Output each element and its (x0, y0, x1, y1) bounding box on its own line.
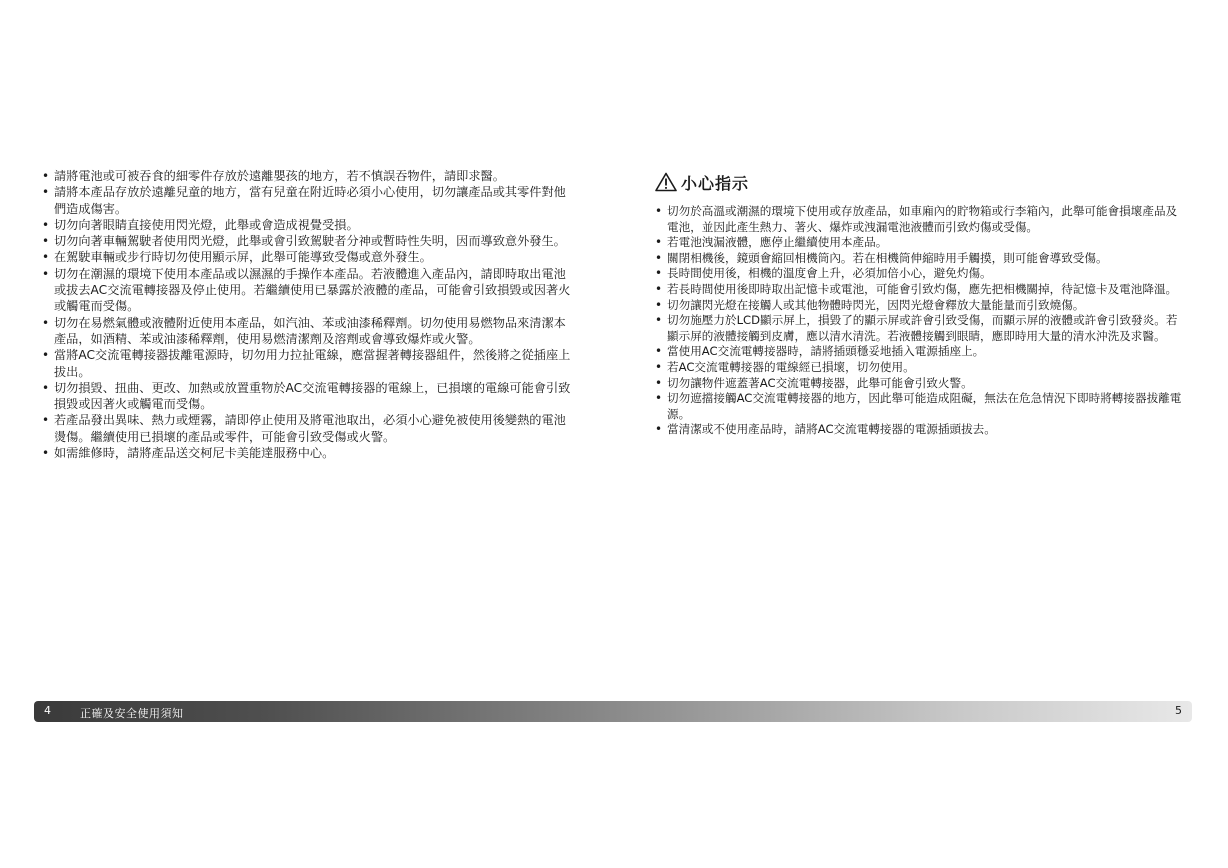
bullet-dot: • (655, 359, 663, 374)
footer-bar (34, 701, 1192, 722)
footer-section-title: 正確及安全使用須知 (80, 707, 184, 720)
list-item (655, 376, 1185, 392)
bullet-dot: • (42, 234, 50, 249)
page-number-left: 4 (44, 704, 51, 717)
list-item-text: 若電池洩漏液體，應停止繼續使用本產品。 (667, 235, 888, 250)
list-item (655, 391, 1185, 422)
list-item (655, 251, 1185, 267)
list-item (42, 233, 577, 249)
list-item-text: 當將AC交流電轉接器拔離電源時，切勿用力拉扯電線，應當握著轉接器組件，然後將之從插座上拔出。 (54, 348, 571, 379)
right-column (655, 168, 1185, 438)
bullet-dot: • (42, 315, 50, 330)
bullet-dot: • (42, 266, 50, 281)
list-item-text: 若產品發出異味、熱力或煙霧，請即停止使用及將電池取出，必須小心避免被使用後變熱的電池燙傷。繼續使用已損壞的產品或零件，可能會引致受傷或火警。 (54, 413, 566, 444)
list-item-text: 當清潔或不使用產品時，請將AC交流電轉接器的電源插頭拔去。 (667, 422, 996, 437)
list-item-text: 請將電池或可被吞食的細零件存放於遠離嬰孩的地方，若不慎誤吞物件，請即求醫。 (54, 169, 505, 183)
list-item (42, 445, 577, 461)
bullet-dot: • (42, 348, 50, 363)
list-item (42, 412, 577, 445)
list-item-text: 請將本產品存放於遠離兒童的地方，當有兒童在附近時必須小心使用，切勿讓產品或其零件對他們造成傷害。 (54, 185, 566, 216)
list-item-text: 切勿損毀、扭曲、更改、加熱或放置重物於AC交流電轉接器的電線上，已損壞的電線可能會引致損毀或因著火或觸電而受傷。 (54, 380, 571, 412)
list-item-text: 切勿讓物件遮蓋著AC交流電轉接器，此舉可能會引致火警。 (667, 375, 973, 390)
list-item (42, 217, 577, 233)
list-item-text: 如需維修時，請將產品送交柯尼卡美能達服務中心。 (54, 446, 335, 461)
list-item (655, 344, 1185, 360)
bullet-dot: • (655, 313, 663, 328)
list-item (42, 249, 577, 265)
list-item (655, 422, 1185, 438)
bullet-dot: • (42, 413, 50, 428)
list-item (655, 204, 1185, 235)
bullet-dot: • (42, 250, 50, 265)
list-item-text: 若長時間使用後即時取出記憶卡或電池，可能會引致灼傷，應先把相機關掉，待記憶卡及電池降溫。 (667, 281, 1178, 296)
bullet-dot: • (655, 250, 663, 265)
list-item (42, 168, 577, 184)
list-item (42, 347, 577, 380)
list-item-text: 切勿向著眼睛直接使用閃光燈，此舉或會造成視覺受損。 (54, 217, 359, 232)
list-item-text: 切勿在潮濕的環境下使用本產品或以濕濕的手操作本產品。若液體進入產品內，請即時取出電池或拔去AC交流電轉接器及停止使用。若繼續使用已暴露於液體的產品，可能會引致損毀或因著火或觸電而受傷。 (54, 266, 571, 314)
list-item-text: 切勿於高溫或潮濕的環境下使用或存放產品，如車廂內的貯物箱或行李箱內，此舉可能會損壞產品及電池，並因此產生熱力、著火、爆炸或洩漏電池液體而引致灼傷或受傷。 (667, 204, 1178, 234)
bullet-dot: • (655, 281, 663, 296)
caution-heading (655, 170, 1185, 194)
list-item (42, 315, 577, 348)
list-item (42, 184, 577, 217)
caution-title: 小心指示 (681, 173, 750, 193)
list-item (42, 380, 577, 413)
list-item-text: 切勿讓閃光燈在接觸人或其他物體時閃光，因閃光燈會釋放大量能量而引致燒傷。 (667, 297, 1085, 312)
bullet-dot: • (655, 235, 663, 250)
list-item-text: 切勿向著車輛駕駛者使用閃光燈，此舉或會引致駕駛者分神或暫時性失明，因而導致意外發生。 (54, 234, 566, 249)
left-column (42, 168, 577, 461)
list-item-text: 切勿遮擋接觸AC交流電轉接器的地方，因此舉可能造成阻礙，無法在危急情況下即時將轉接器拔離電源。 (667, 391, 1182, 421)
list-item (655, 266, 1185, 282)
list-item (655, 282, 1185, 298)
bullet-dot: • (655, 375, 663, 390)
right-bullet-list (655, 204, 1185, 438)
list-item (655, 313, 1185, 344)
bullet-dot: • (42, 446, 50, 461)
list-item (655, 360, 1185, 376)
warning-triangle-icon (655, 172, 681, 192)
left-bullet-list (42, 168, 577, 461)
list-item (42, 266, 577, 315)
bullet-dot: • (42, 169, 50, 183)
list-item-text: 當使用AC交流電轉接器時，請將插頭穩妥地插入電源插座上。 (667, 344, 985, 359)
list-item-text: 在駕駛車輛或步行時切勿使用顯示屏，此舉可能導致受傷或意外發生。 (54, 250, 432, 265)
page-number-right: 5 (1175, 704, 1182, 717)
list-item-text: 關閉相機後，鏡頭會縮回相機筒內。若在相機筒伸縮時用手觸摸，則可能會導致受傷。 (667, 250, 1108, 265)
list-item-text: 切勿施壓力於LCD顯示屏上，損毀了的顯示屏或許會引致受傷，而顯示屏的液體或許會引致發炎。若顯示屏的液體接觸到皮膚，應以清水清洗。若液體接觸到眼睛，應即時用大量的清水沖洗及求醫。 (667, 313, 1178, 343)
bullet-dot: • (42, 185, 50, 200)
bullet-dot: • (655, 344, 663, 359)
bullet-dot: • (655, 204, 663, 218)
bullet-dot: • (655, 297, 663, 312)
list-item-text: 長時間使用後，相機的溫度會上升，必須加倍小心，避免灼傷。 (667, 266, 992, 281)
list-item-text: 切勿在易燃氣體或液體附近使用本產品，如汽油、苯或油漆稀釋劑。切勿使用易燃物品來清潔本產品，如酒精、苯或油漆稀釋劑，使用易燃清潔劑及溶劑或會導致爆炸或火警。 (54, 315, 566, 346)
bullet-dot: • (655, 422, 663, 437)
list-item-text: 若AC交流電轉接器的電線經已損壞，切勿使用。 (667, 359, 915, 374)
bullet-dot: • (655, 391, 663, 406)
bullet-dot: • (655, 266, 663, 281)
list-item (655, 298, 1185, 314)
list-item (655, 235, 1185, 251)
bullet-dot: • (42, 380, 50, 395)
bullet-dot: • (42, 217, 50, 232)
